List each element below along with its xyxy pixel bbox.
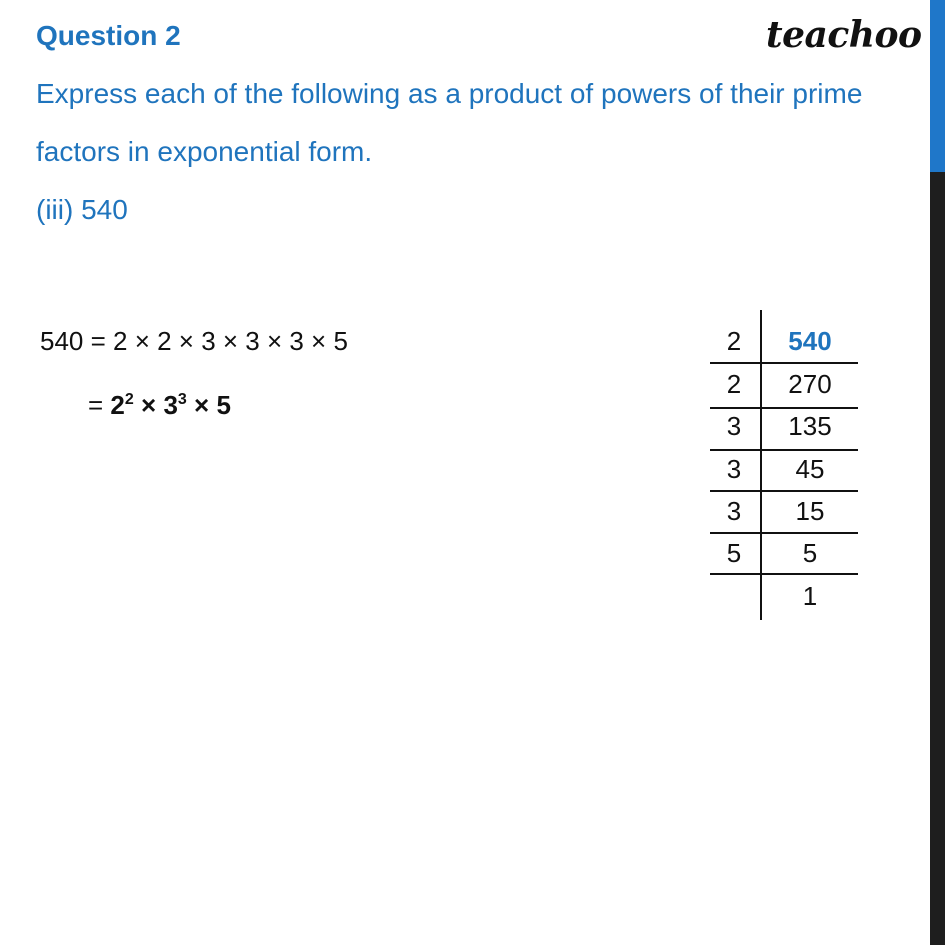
answer-exponent-2: 3 (177, 391, 187, 408)
division-table (710, 310, 858, 620)
times-sign: × (186, 390, 217, 420)
quotient: 135 (788, 411, 832, 441)
teachoo-logo: teachoo (766, 14, 922, 56)
quotient: 15 (795, 496, 825, 526)
right-sidebar-accent (930, 0, 945, 172)
answer-base-3: 5 (216, 390, 231, 420)
quotient: 1 (802, 581, 818, 611)
divisor: 3 (726, 496, 742, 526)
division-divider (710, 407, 858, 409)
answer-exponent-1: 2 (124, 391, 134, 408)
divisor: 3 (726, 411, 742, 441)
divisor: 2 (726, 326, 742, 356)
answer-base-1: 2 (110, 390, 125, 420)
question-title: Question 2 (36, 20, 181, 51)
quotient: 5 (802, 538, 818, 568)
quotient: 45 (795, 454, 825, 484)
dividend: 540 (788, 326, 832, 356)
divisor: 3 (726, 454, 742, 484)
division-divider (710, 449, 858, 451)
divisor (710, 581, 758, 611)
solution-expansion: 540 = 2 × 2 × 3 × 3 × 3 × 5 (40, 326, 348, 356)
times-sign: × (133, 390, 164, 420)
division-divider (710, 573, 858, 575)
solution-answer (88, 390, 231, 421)
quotient: 270 (788, 369, 832, 399)
divisor: 5 (726, 538, 742, 568)
division-divider (710, 490, 858, 492)
equals-sign: = (88, 390, 111, 420)
answer-base-2: 3 (163, 390, 178, 420)
divisor: 2 (726, 369, 742, 399)
division-divider (710, 362, 858, 364)
question-text-line-1: Express each of the following as a product of powers of their prime (36, 78, 863, 109)
question-part: (iii) 540 (36, 194, 128, 225)
question-text-line-2: factors in exponential form. (36, 136, 373, 167)
division-divider (710, 532, 858, 534)
